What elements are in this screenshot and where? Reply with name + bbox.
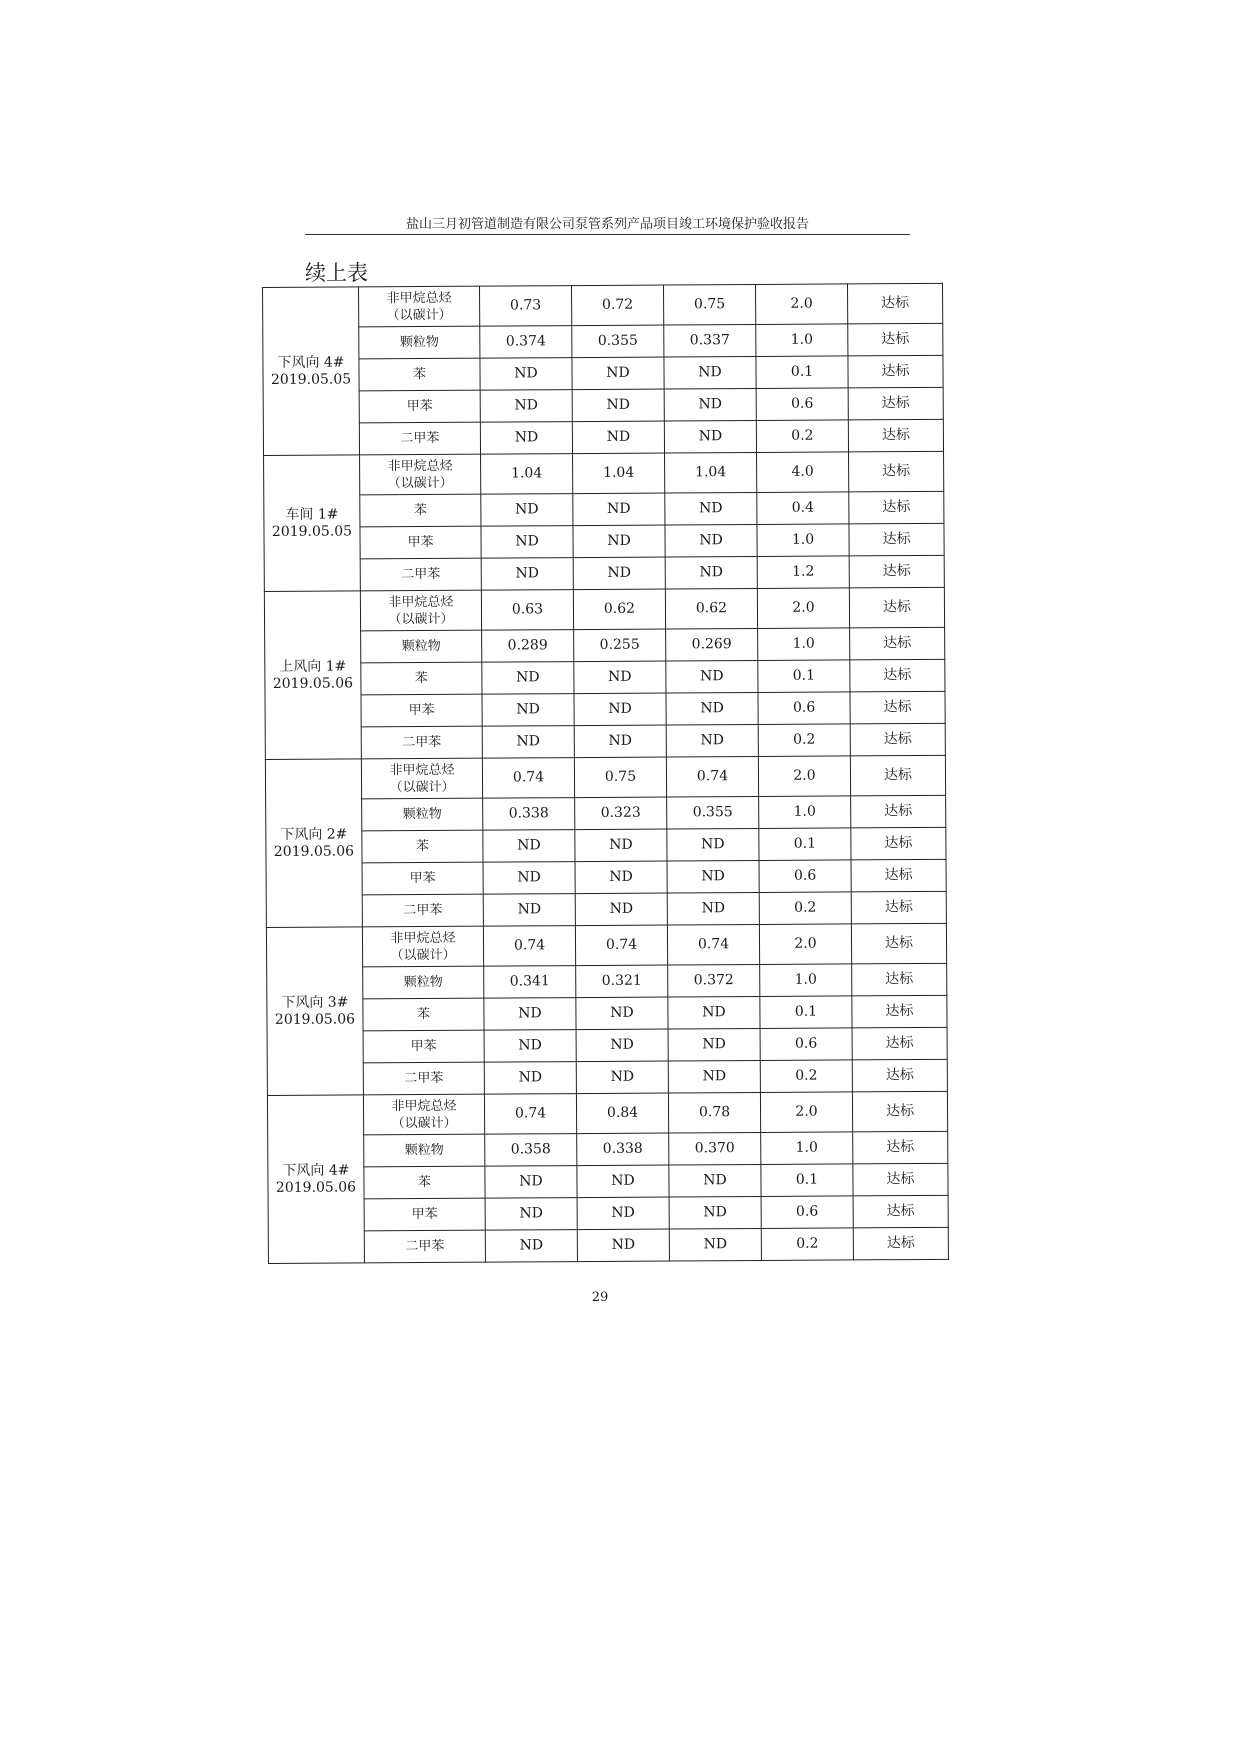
value-cell-3: ND xyxy=(668,1060,760,1093)
compliance-result-cell: 达标 xyxy=(851,891,946,924)
table-row xyxy=(265,691,945,727)
value-cell-1: ND xyxy=(481,558,573,591)
compliance-result-cell: 达标 xyxy=(853,1163,948,1196)
value-cell-2: ND xyxy=(575,861,667,894)
pollutant-name-cell: 非甲烷总烃 （以碳计） xyxy=(360,454,481,495)
value-cell-2: ND xyxy=(573,493,665,526)
value-cell-1: ND xyxy=(480,390,572,423)
value-cell-1: 1.04 xyxy=(481,454,573,495)
value-cell-3: ND xyxy=(664,356,756,389)
value-cell-1: ND xyxy=(485,1198,577,1231)
limit-value-cell: 0.1 xyxy=(756,356,848,389)
value-cell-2: ND xyxy=(573,557,665,590)
table-row xyxy=(265,659,945,695)
limit-value-cell: 0.2 xyxy=(760,1060,852,1093)
value-cell-2: ND xyxy=(574,725,666,758)
table-row xyxy=(268,1195,948,1231)
value-cell-3: 0.74 xyxy=(666,756,758,797)
table-row xyxy=(264,451,944,495)
value-cell-3: ND xyxy=(664,420,756,453)
value-cell-2: 0.84 xyxy=(576,1093,668,1134)
compliance-result-cell: 达标 xyxy=(849,451,944,492)
value-cell-2: 0.338 xyxy=(577,1133,669,1166)
table-row xyxy=(267,963,947,999)
compliance-result-cell: 达标 xyxy=(847,283,942,324)
value-cell-1: ND xyxy=(485,1166,577,1199)
value-cell-1: ND xyxy=(480,422,572,455)
sampling-point-cell xyxy=(266,927,363,1096)
sampling-point-cell xyxy=(263,287,360,456)
report-header: 盐山三月初管道制造有限公司泵管系列产品项目竣工环境保护验收报告 xyxy=(405,217,809,232)
pollutant-name-cell: 二甲苯 xyxy=(361,726,482,759)
value-cell-1: ND xyxy=(485,1230,577,1263)
value-cell-1: 0.374 xyxy=(480,326,572,359)
limit-value-cell: 2.0 xyxy=(760,1092,852,1133)
pollutant-name-cell: 苯 xyxy=(363,998,484,1031)
compliance-result-cell: 达标 xyxy=(851,827,946,860)
value-cell-3: ND xyxy=(665,556,757,589)
value-cell-3: ND xyxy=(667,860,759,893)
value-cell-1: ND xyxy=(483,894,575,927)
pollutant-name-cell: 非甲烷总烃 （以碳计） xyxy=(361,758,482,799)
sampling-date: 2019.05.06 xyxy=(274,1010,356,1028)
sampling-point-cell xyxy=(264,591,361,760)
value-cell-3: 0.75 xyxy=(663,284,755,325)
value-cell-3: 0.62 xyxy=(665,588,757,629)
table-row xyxy=(265,755,945,799)
sampling-point-name: 车间 1# xyxy=(285,506,339,523)
value-cell-2: ND xyxy=(577,1197,669,1230)
value-cell-2: ND xyxy=(575,893,667,926)
compliance-result-cell: 达标 xyxy=(848,419,943,452)
value-cell-1: ND xyxy=(482,726,574,759)
value-cell-2: ND xyxy=(572,421,664,454)
compliance-result-cell: 达标 xyxy=(853,1195,948,1228)
limit-value-cell: 1.0 xyxy=(758,628,850,661)
value-cell-1: ND xyxy=(484,1062,576,1095)
sampling-point-name: 上风向 1# xyxy=(279,657,347,675)
value-cell-3: ND xyxy=(668,1028,760,1061)
limit-value-cell: 1.0 xyxy=(756,324,848,357)
value-cell-3: ND xyxy=(669,1164,761,1197)
table-row xyxy=(267,995,947,1031)
pollutant-name-cell: 颗粒物 xyxy=(361,630,482,663)
value-cell-3: 0.370 xyxy=(669,1132,761,1165)
value-cell-1: ND xyxy=(484,1030,576,1063)
table-row xyxy=(266,795,946,831)
table-row xyxy=(267,1059,947,1095)
limit-value-cell: 0.6 xyxy=(756,388,848,421)
value-cell-3: ND xyxy=(666,660,758,693)
pollutant-name-cell: 苯 xyxy=(362,830,483,863)
header-rule xyxy=(305,234,910,235)
value-cell-1: ND xyxy=(481,526,573,559)
table-row xyxy=(263,419,943,455)
compliance-result-cell: 达标 xyxy=(850,723,945,756)
table-row xyxy=(267,1027,947,1063)
limit-value-cell: 0.4 xyxy=(757,492,849,525)
value-cell-2: 0.75 xyxy=(574,757,666,798)
compliance-result-cell: 达标 xyxy=(853,1131,948,1164)
value-cell-3: ND xyxy=(666,692,758,725)
limit-value-cell: 0.1 xyxy=(759,828,851,861)
compliance-result-cell: 达标 xyxy=(853,1227,948,1260)
limit-value-cell: 0.2 xyxy=(756,420,848,453)
pollutant-name-cell: 甲苯 xyxy=(361,694,482,727)
pollutant-name-cell: 非甲烷总烃 （以碳计） xyxy=(360,590,481,631)
continued-table-label: 续上表 xyxy=(305,261,368,285)
limit-value-cell: 0.6 xyxy=(760,1028,852,1061)
value-cell-2: ND xyxy=(572,389,664,422)
compliance-result-cell: 达标 xyxy=(850,755,945,796)
pollutant-name-cell: 甲苯 xyxy=(359,390,480,423)
value-cell-2: 0.255 xyxy=(574,629,666,662)
compliance-result-cell: 达标 xyxy=(851,795,946,828)
pollutant-name-cell: 苯 xyxy=(361,662,482,695)
table-row xyxy=(267,1091,947,1135)
value-cell-2: ND xyxy=(572,357,664,390)
pollutant-name-cell: 二甲苯 xyxy=(359,422,480,455)
compliance-result-cell: 达标 xyxy=(850,659,945,692)
value-cell-3: ND xyxy=(665,492,757,525)
table-row xyxy=(265,627,945,663)
limit-value-cell: 1.0 xyxy=(759,796,851,829)
value-cell-2: 0.74 xyxy=(575,925,667,966)
value-cell-2: ND xyxy=(573,525,665,558)
sampling-point-name: 下风向 4# xyxy=(282,1161,350,1179)
sampling-point-name: 下风向 3# xyxy=(281,993,349,1011)
value-cell-3: 0.74 xyxy=(667,924,759,965)
value-cell-2: 0.323 xyxy=(575,797,667,830)
compliance-result-cell: 达标 xyxy=(852,963,947,996)
pollutant-name-cell: 颗粒物 xyxy=(363,966,484,999)
table-row xyxy=(268,1131,948,1167)
table-row xyxy=(264,555,944,591)
sampling-date: 2019.05.06 xyxy=(275,1178,357,1196)
value-cell-3: ND xyxy=(667,892,759,925)
table-row xyxy=(263,355,943,391)
sampling-point-cell xyxy=(264,455,361,592)
limit-value-cell: 0.6 xyxy=(758,692,850,725)
pollutant-name-cell: 苯 xyxy=(360,494,481,527)
table-row xyxy=(263,323,943,359)
compliance-result-cell: 达标 xyxy=(849,491,944,524)
monitoring-results-table xyxy=(262,283,949,1264)
table-row xyxy=(266,891,946,927)
table-row xyxy=(263,283,943,327)
pollutant-name-cell: 甲苯 xyxy=(364,1198,485,1231)
value-cell-3: ND xyxy=(669,1196,761,1229)
value-cell-3: ND xyxy=(664,388,756,421)
compliance-result-cell: 达标 xyxy=(848,323,943,356)
page-number: 29 xyxy=(591,1290,609,1305)
value-cell-3: ND xyxy=(665,524,757,557)
value-cell-2: 0.62 xyxy=(573,589,665,630)
value-cell-3: 1.04 xyxy=(665,452,757,493)
value-cell-2: ND xyxy=(576,1061,668,1094)
value-cell-1: ND xyxy=(483,830,575,863)
value-cell-3: ND xyxy=(666,724,758,757)
compliance-result-cell: 达标 xyxy=(848,387,943,420)
value-cell-1: ND xyxy=(482,694,574,727)
sampling-date: 2019.05.05 xyxy=(271,522,353,540)
value-cell-3: ND xyxy=(669,1228,761,1261)
pollutant-name-cell: 二甲苯 xyxy=(360,558,481,591)
pollutant-name-cell: 甲苯 xyxy=(363,1030,484,1063)
value-cell-2: ND xyxy=(577,1229,669,1262)
limit-value-cell: 2.0 xyxy=(757,588,849,629)
compliance-result-cell: 达标 xyxy=(852,1027,947,1060)
value-cell-2: ND xyxy=(576,1029,668,1062)
pollutant-name-cell: 苯 xyxy=(364,1166,485,1199)
pollutant-name-cell: 非甲烷总烃 （以碳计） xyxy=(363,1094,484,1135)
sampling-point-name: 下风向 4# xyxy=(277,353,345,371)
table-body xyxy=(263,283,949,1263)
compliance-result-cell: 达标 xyxy=(850,691,945,724)
value-cell-2: ND xyxy=(575,829,667,862)
value-cell-3: 0.337 xyxy=(664,324,756,357)
table-row xyxy=(263,387,943,423)
value-cell-3: 0.355 xyxy=(667,796,759,829)
pollutant-name-cell: 非甲烷总烃 （以碳计） xyxy=(362,926,483,967)
compliance-result-cell: 达标 xyxy=(848,355,943,388)
compliance-result-cell: 达标 xyxy=(851,923,946,964)
pollutant-name-cell: 二甲苯 xyxy=(362,894,483,927)
table-row xyxy=(265,723,945,759)
limit-value-cell: 0.1 xyxy=(758,660,850,693)
sampling-point-name: 下风向 2# xyxy=(280,825,348,843)
value-cell-1: ND xyxy=(481,494,573,527)
value-cell-2: ND xyxy=(574,661,666,694)
table-row xyxy=(268,1227,948,1263)
pollutant-name-cell: 颗粒物 xyxy=(362,798,483,831)
value-cell-1: ND xyxy=(480,358,572,391)
value-cell-2: ND xyxy=(576,997,668,1030)
value-cell-3: 0.78 xyxy=(668,1092,760,1133)
limit-value-cell: 1.2 xyxy=(757,556,849,589)
table-row xyxy=(264,523,944,559)
pollutant-name-cell: 非甲烷总烃 （以碳计） xyxy=(359,286,480,327)
table-row xyxy=(264,587,944,631)
value-cell-2: 0.72 xyxy=(571,285,663,326)
limit-value-cell: 2.0 xyxy=(759,924,851,965)
compliance-result-cell: 达标 xyxy=(850,627,945,660)
value-cell-1: 0.338 xyxy=(483,798,575,831)
limit-value-cell: 0.6 xyxy=(759,860,851,893)
value-cell-3: ND xyxy=(667,828,759,861)
value-cell-1: 0.289 xyxy=(482,630,574,663)
limit-value-cell: 2.0 xyxy=(755,284,847,325)
value-cell-1: 0.73 xyxy=(479,286,571,327)
table-row xyxy=(266,827,946,863)
sampling-date: 2019.05.06 xyxy=(273,842,355,860)
limit-value-cell: 2.0 xyxy=(758,756,850,797)
pollutant-name-cell: 甲苯 xyxy=(362,862,483,895)
limit-value-cell: 0.1 xyxy=(761,1164,853,1197)
value-cell-3: ND xyxy=(668,996,760,1029)
value-cell-3: 0.372 xyxy=(668,964,760,997)
pollutant-name-cell: 二甲苯 xyxy=(363,1062,484,1095)
sampling-point-cell xyxy=(265,759,362,928)
sampling-date: 2019.05.06 xyxy=(272,674,354,692)
value-cell-2: 1.04 xyxy=(573,453,665,494)
pollutant-name-cell: 苯 xyxy=(359,358,480,391)
compliance-result-cell: 达标 xyxy=(852,995,947,1028)
table-row xyxy=(264,491,944,527)
compliance-result-cell: 达标 xyxy=(849,555,944,588)
table-row xyxy=(266,923,946,967)
value-cell-2: ND xyxy=(577,1165,669,1198)
value-cell-1: ND xyxy=(482,662,574,695)
value-cell-1: 0.63 xyxy=(481,590,573,631)
value-cell-1: 0.358 xyxy=(485,1134,577,1167)
limit-value-cell: 1.0 xyxy=(761,1132,853,1165)
compliance-result-cell: 达标 xyxy=(851,859,946,892)
limit-value-cell: 0.2 xyxy=(759,892,851,925)
limit-value-cell: 0.2 xyxy=(761,1228,853,1261)
value-cell-1: 0.74 xyxy=(483,926,575,967)
pollutant-name-cell: 甲苯 xyxy=(360,526,481,559)
limit-value-cell: 0.6 xyxy=(761,1196,853,1229)
value-cell-2: 0.355 xyxy=(572,325,664,358)
compliance-result-cell: 达标 xyxy=(849,587,944,628)
value-cell-2: 0.321 xyxy=(576,965,668,998)
value-cell-1: ND xyxy=(483,862,575,895)
value-cell-3: 0.269 xyxy=(666,628,758,661)
value-cell-1: 0.74 xyxy=(484,1094,576,1135)
table-row xyxy=(268,1163,948,1199)
compliance-result-cell: 达标 xyxy=(852,1059,947,1092)
value-cell-1: 0.74 xyxy=(482,758,574,799)
limit-value-cell: 1.0 xyxy=(757,524,849,557)
limit-value-cell: 1.0 xyxy=(760,964,852,997)
limit-value-cell: 0.1 xyxy=(760,996,852,1029)
value-cell-2: ND xyxy=(574,693,666,726)
value-cell-1: 0.341 xyxy=(484,966,576,999)
value-cell-1: ND xyxy=(484,998,576,1031)
limit-value-cell: 4.0 xyxy=(757,452,849,493)
compliance-result-cell: 达标 xyxy=(849,523,944,556)
pollutant-name-cell: 颗粒物 xyxy=(359,326,480,359)
pollutant-name-cell: 二甲苯 xyxy=(364,1230,485,1263)
limit-value-cell: 0.2 xyxy=(758,724,850,757)
sampling-point-cell xyxy=(267,1095,364,1264)
compliance-result-cell: 达标 xyxy=(852,1091,947,1132)
sampling-date: 2019.05.05 xyxy=(270,370,352,388)
pollutant-name-cell: 颗粒物 xyxy=(364,1134,485,1167)
table-row xyxy=(266,859,946,895)
